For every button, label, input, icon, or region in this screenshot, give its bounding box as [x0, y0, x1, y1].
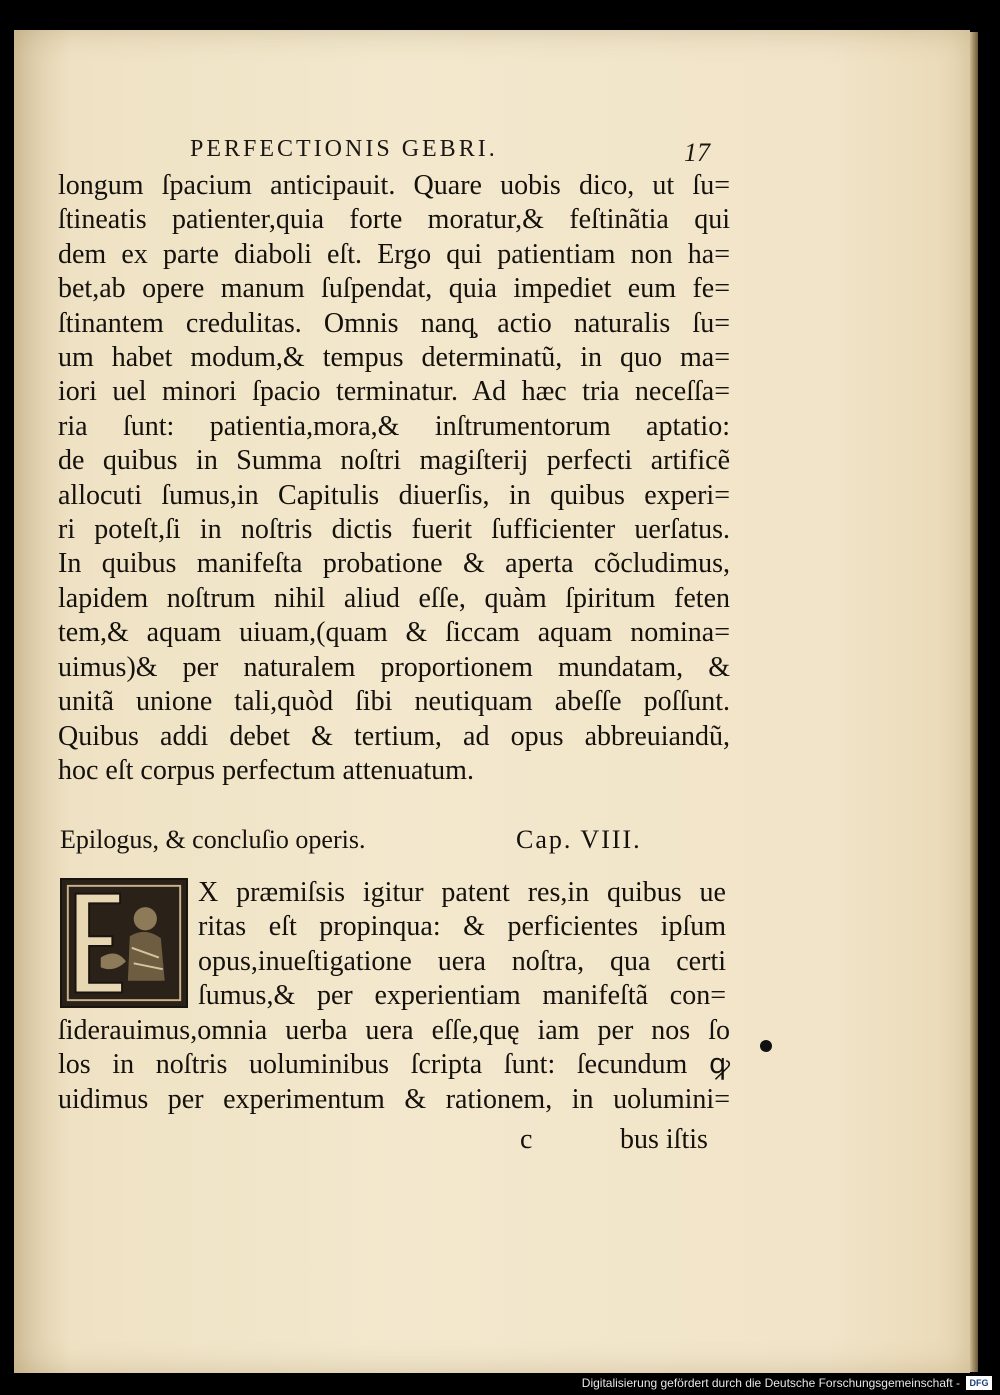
funding-credit: Digitalisierung gefördert durch die Deutsche Forschungsgemeinschaft - [581, 1376, 960, 1390]
text-line: ſtineatis patienter,quia forte moratur,& feſtinãtia qui [58, 204, 730, 236]
chapter-number: Cap. VIII. [516, 825, 642, 854]
text-line: lapidem noſtrum nihil aliud eſſe, quàm ſpiritum feten [58, 582, 730, 614]
text-line: hoc eſt corpus perfectum attenuatum. [58, 754, 474, 786]
text-line: ria ſunt: patientia,mora,& inſtrumentorum aptatio: [58, 410, 730, 442]
text-line: tem,& aquam uiuam,(quam & ſiccam aquam nomina= [58, 617, 730, 649]
text-line: ri poteſt,ſi in noſtris dictis fuerit ſufficienter uerſatus. [58, 514, 730, 546]
paragraph-beside-initial [198, 876, 726, 1014]
text-line: X præmiſsis igitur patent res,in quibus ue [198, 877, 726, 908]
dfg-logo: DFG [966, 1376, 992, 1390]
text-line: allocuti ſumus,in Capitulis diuerſis, in quibus experi= [58, 479, 730, 511]
text-line: um habet modum,& tempus determinatũ, in quo ma= [58, 342, 730, 374]
text-line: Quibus addi debet & tertium, ad opus abbreuiandũ, [58, 720, 730, 752]
ink-dot [760, 1040, 772, 1052]
text-line: dem ex parte diaboli eſt. Ergo qui patientiam non ha= [58, 238, 730, 270]
text-line: bet,ab opere manum ſuſpendat, quia impediet eum fe= [58, 273, 730, 305]
text-line: longum ſpacium anticipauit. Quare uobis dico, ut ſu= [58, 170, 730, 201]
text-line: iori uel minori ſpacio terminatur. Ad hæc tria neceſſa= [58, 376, 730, 408]
text-line: unitã unione tali,quòd ſibi neutiquam abeſſe poſſunt. [58, 686, 730, 718]
page-number: 17 [684, 138, 710, 167]
catchword: bus iſtis [620, 1124, 708, 1155]
text-line: uimus)& per naturalem proportionem mundatam, & [58, 651, 730, 683]
body-paragraph [58, 169, 730, 788]
text-line: ſtinantem credulitas. Omnis nanq̧ actio naturalis ſu= [58, 307, 730, 339]
page-edge [970, 32, 978, 1372]
text-line: opus,inueſtigatione uera noſtra, qua certi [198, 945, 726, 977]
paragraph-continuation [58, 1014, 730, 1117]
text-line: ſiderauimus,omnia uerba uera eſſe,quę iam per nos ſo [58, 1015, 730, 1046]
chapter-title: Epilogus, & concluſio operis. [60, 825, 366, 854]
text-line: los in noſtris uoluminibus ſcripta ſunt: ſecundum ꝙ [58, 1049, 730, 1081]
text-line: In quibus manifeſta probatione & aperta cõcludimus, [58, 548, 730, 580]
woodcut-initial-e [62, 880, 186, 1006]
text-line: uidimus per experimentum & rationem, in uolumini= [58, 1083, 730, 1115]
text-line: de quibus in Summa noſtri magiſterij perfecti artificẽ [58, 445, 730, 477]
signature-mark: c [520, 1124, 533, 1155]
decorated-initial [60, 878, 188, 1008]
text-line: ritas eſt propinqua: & perficientes ipſum [198, 911, 726, 943]
text-line: ſumus,& per experientiam manifeſtã con= [198, 980, 726, 1012]
running-head: PERFECTIONIS GEBRI. [190, 136, 498, 162]
